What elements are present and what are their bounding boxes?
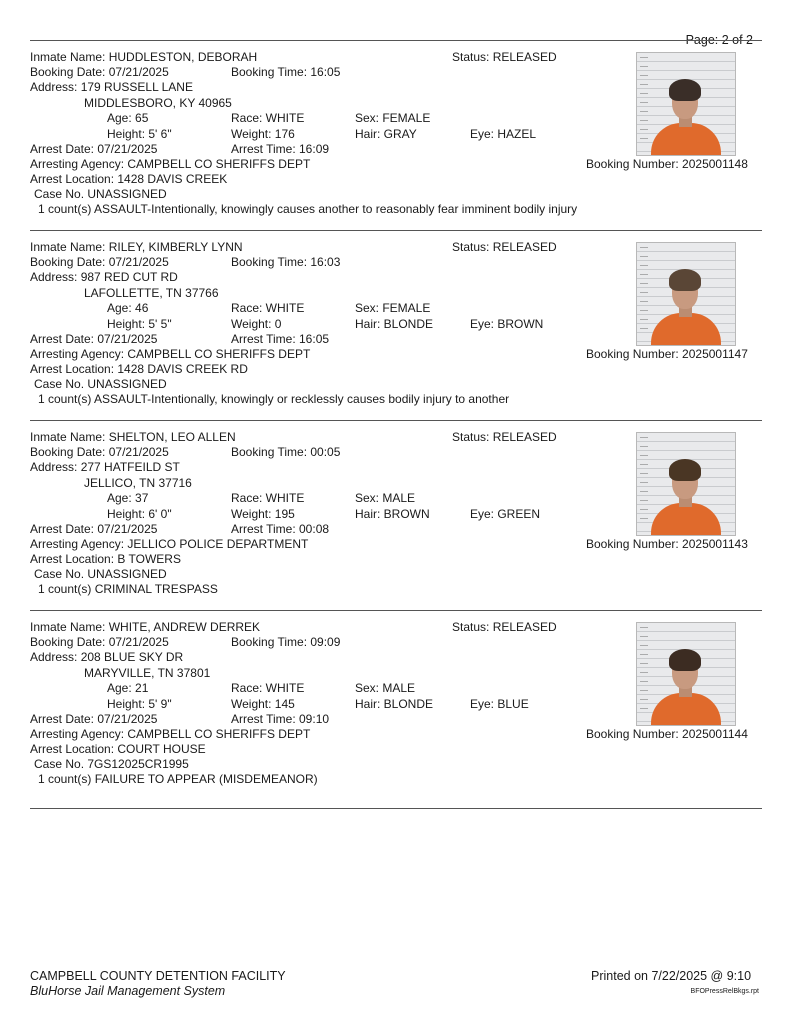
age: Age: 46 — [107, 301, 149, 315]
inmate-record — [0, 40, 791, 230]
release-status: Status: RELEASED — [452, 50, 557, 64]
booking-number: Booking Number: 2025001148 — [586, 157, 748, 171]
arresting-agency: Arresting Agency: CAMPBELL CO SHERIFFS DEPT — [30, 727, 311, 741]
height: Height: 5' 6" — [107, 127, 172, 141]
arrest-date: Arrest Date: 07/21/2025 — [30, 712, 158, 726]
record-divider — [30, 230, 762, 231]
inmate-name: Inmate Name: SHELTON, LEO ALLEN — [30, 430, 236, 444]
release-status: Status: RELEASED — [452, 240, 557, 254]
booking-time: Booking Time: 09:09 — [231, 635, 341, 649]
arresting-agency: Arresting Agency: CAMPBELL CO SHERIFFS DEPT — [30, 347, 311, 361]
inmate-name: Inmate Name: WHITE, ANDREW DERREK — [30, 620, 261, 634]
booking-date: Booking Date: 07/21/2025 — [30, 635, 169, 649]
arrest-time: Arrest Time: 00:08 — [231, 522, 330, 536]
arresting-agency: Arresting Agency: JELLICO POLICE DEPARTMENT — [30, 537, 309, 551]
case-number: Case No. UNASSIGNED — [34, 377, 167, 391]
mugshot-photo — [636, 432, 736, 536]
height-chart-marks — [640, 247, 648, 337]
address-line-1: Address: 179 RUSSELL LANE — [30, 80, 193, 94]
race: Race: WHITE — [231, 111, 305, 125]
facility-name: CAMPBELL COUNTY DETENTION FACILITY — [30, 969, 286, 983]
weight: Weight: 145 — [231, 697, 295, 711]
height-chart-marks — [640, 57, 648, 147]
address-line-2: JELLICO, TN 37716 — [84, 476, 192, 490]
address-line-1: Address: 987 RED CUT RD — [30, 270, 178, 284]
eye-color: Eye: BLUE — [470, 697, 529, 711]
inmate-name: Inmate Name: RILEY, KIMBERLY LYNN — [30, 240, 243, 254]
inmate-record — [0, 420, 791, 610]
sex: Sex: MALE — [355, 491, 416, 505]
eye-color: Eye: HAZEL — [470, 127, 537, 141]
orange-uniform — [651, 693, 721, 726]
arrest-location: Arrest Location: B TOWERS — [30, 552, 181, 566]
booking-date: Booking Date: 07/21/2025 — [30, 445, 169, 459]
system-name: BluHorse Jail Management System — [30, 984, 226, 998]
booking-date: Booking Date: 07/21/2025 — [30, 255, 169, 269]
mugshot-hair — [669, 79, 701, 101]
weight: Weight: 176 — [231, 127, 295, 141]
eye-color: Eye: BROWN — [470, 317, 544, 331]
charge: 1 count(s) FAILURE TO APPEAR (MISDEMEANOR) — [38, 772, 318, 786]
mugshot-hair — [669, 459, 701, 481]
booking-time: Booking Time: 16:05 — [231, 65, 341, 79]
release-status: Status: RELEASED — [452, 620, 557, 634]
arrest-date: Arrest Date: 07/21/2025 — [30, 332, 158, 346]
inmate-name: Inmate Name: HUDDLESTON, DEBORAH — [30, 50, 258, 64]
height: Height: 5' 5" — [107, 317, 172, 331]
booking-date: Booking Date: 07/21/2025 — [30, 65, 169, 79]
sex: Sex: FEMALE — [355, 301, 431, 315]
address-line-1: Address: 208 BLUE SKY DR — [30, 650, 184, 664]
booking-time: Booking Time: 16:03 — [231, 255, 341, 269]
inmate-record — [0, 610, 791, 800]
hair-color: Hair: BLONDE — [355, 697, 434, 711]
address-line-2: MIDDLESBORO, KY 40965 — [84, 96, 232, 110]
height: Height: 5' 9" — [107, 697, 172, 711]
arrest-time: Arrest Time: 16:05 — [231, 332, 330, 346]
closing-divider — [30, 808, 762, 809]
arrest-time: Arrest Time: 09:10 — [231, 712, 330, 726]
charge: 1 count(s) ASSAULT-Intentionally, knowingly or recklessly causes bodily injury to another — [38, 392, 510, 406]
hair-color: Hair: GRAY — [355, 127, 417, 141]
arrest-date: Arrest Date: 07/21/2025 — [30, 142, 158, 156]
record-divider — [30, 610, 762, 611]
booking-number: Booking Number: 2025001144 — [586, 727, 748, 741]
page-number: Page: 2 of 2 — [685, 33, 753, 47]
booking-time: Booking Time: 00:05 — [231, 445, 341, 459]
arrest-location: Arrest Location: COURT HOUSE — [30, 742, 206, 756]
arrest-date: Arrest Date: 07/21/2025 — [30, 522, 158, 536]
charge: 1 count(s) ASSAULT-Intentionally, knowingly causes another to reasonably fear imminent bodily injury — [38, 202, 578, 216]
report-filename: BFOPressRelBkgs.rpt — [690, 988, 759, 995]
height-chart-marks — [640, 627, 648, 717]
age: Age: 21 — [107, 681, 149, 695]
orange-uniform — [651, 123, 721, 156]
race: Race: WHITE — [231, 491, 305, 505]
arrest-time: Arrest Time: 16:09 — [231, 142, 330, 156]
arrest-location: Arrest Location: 1428 DAVIS CREEK RD — [30, 362, 248, 376]
hair-color: Hair: BLONDE — [355, 317, 434, 331]
eye-color: Eye: GREEN — [470, 507, 541, 521]
mugshot-hair — [669, 269, 701, 291]
address-line-2: LAFOLLETTE, TN 37766 — [84, 286, 219, 300]
release-status: Status: RELEASED — [452, 430, 557, 444]
address-line-2: MARYVILLE, TN 37801 — [84, 666, 211, 680]
record-divider — [30, 40, 762, 41]
charge: 1 count(s) CRIMINAL TRESPASS — [38, 582, 218, 596]
arresting-agency: Arresting Agency: CAMPBELL CO SHERIFFS DEPT — [30, 157, 311, 171]
sex: Sex: MALE — [355, 681, 416, 695]
case-number: Case No. UNASSIGNED — [34, 187, 167, 201]
orange-uniform — [651, 503, 721, 536]
height: Height: 6' 0" — [107, 507, 172, 521]
booking-number: Booking Number: 2025001147 — [586, 347, 748, 361]
mugshot-photo — [636, 52, 736, 156]
age: Age: 65 — [107, 111, 149, 125]
weight: Weight: 0 — [231, 317, 282, 331]
sex: Sex: FEMALE — [355, 111, 431, 125]
case-number: Case No. 7GS12025CR1995 — [34, 757, 189, 771]
record-divider — [30, 420, 762, 421]
race: Race: WHITE — [231, 681, 305, 695]
age: Age: 37 — [107, 491, 149, 505]
mugshot-hair — [669, 649, 701, 671]
address-line-1: Address: 277 HATFEILD ST — [30, 460, 180, 474]
inmate-record — [0, 230, 791, 420]
arrest-location: Arrest Location: 1428 DAVIS CREEK — [30, 172, 228, 186]
hair-color: Hair: BROWN — [355, 507, 430, 521]
orange-uniform — [651, 313, 721, 346]
race: Race: WHITE — [231, 301, 305, 315]
booking-number: Booking Number: 2025001143 — [586, 537, 748, 551]
printed-timestamp: Printed on 7/22/2025 @ 9:10 — [591, 969, 752, 983]
weight: Weight: 195 — [231, 507, 295, 521]
height-chart-marks — [640, 437, 648, 527]
case-number: Case No. UNASSIGNED — [34, 567, 167, 581]
mugshot-photo — [636, 242, 736, 346]
mugshot-photo — [636, 622, 736, 726]
